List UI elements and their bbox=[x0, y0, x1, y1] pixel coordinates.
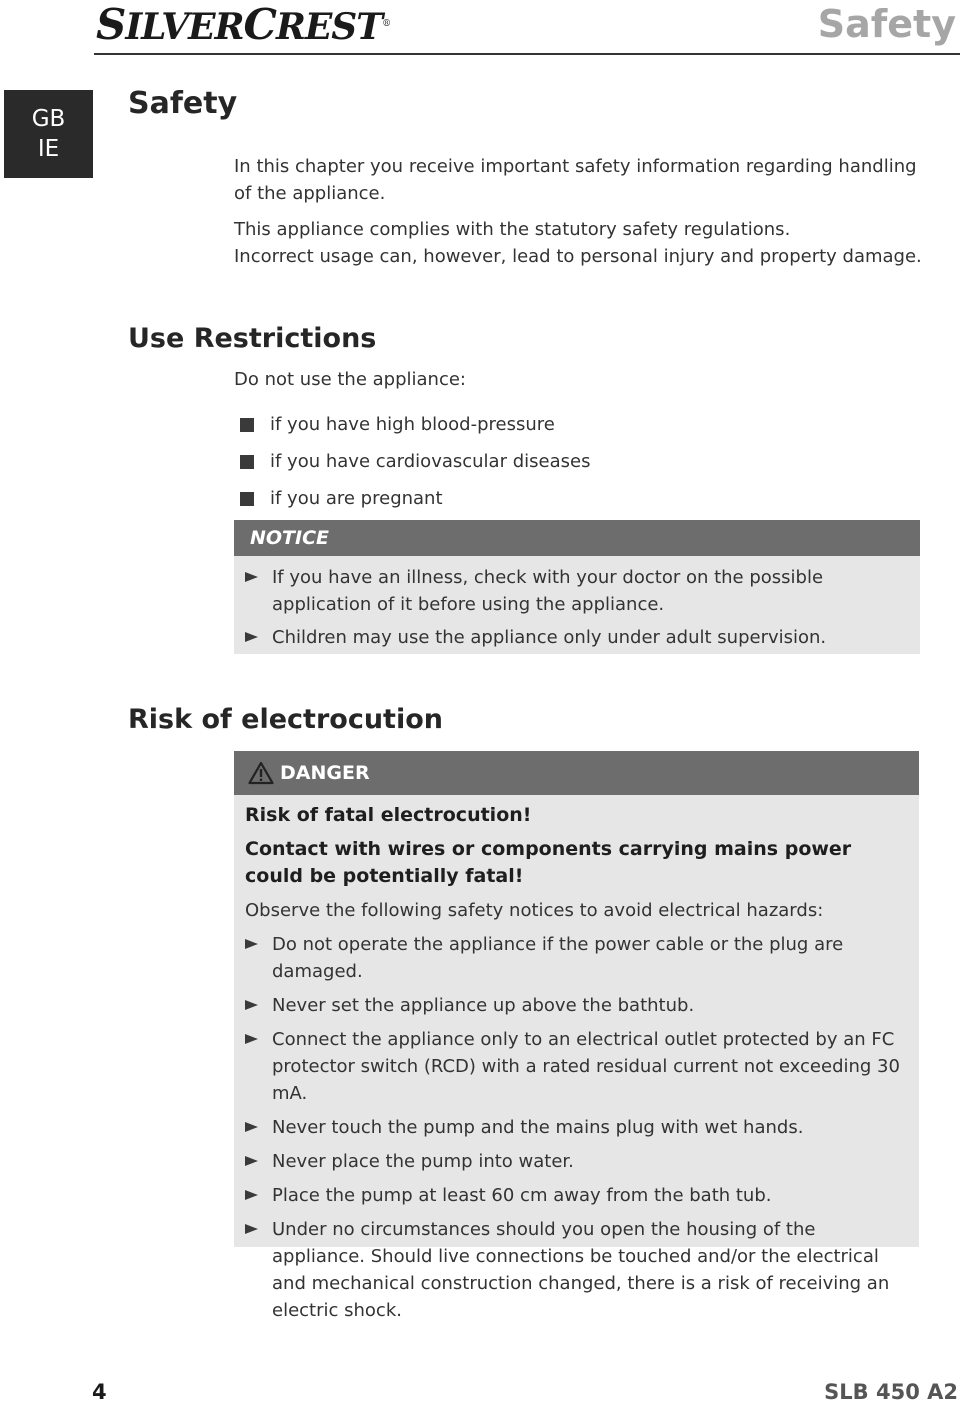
list-item: if you are pregnant bbox=[240, 480, 590, 517]
square-bullet-icon bbox=[240, 455, 254, 469]
arrow-bullet-icon bbox=[245, 632, 258, 642]
list-item: Do not operate the appliance if the power cable or the plug are damaged. bbox=[234, 931, 907, 985]
language-tab bbox=[4, 90, 93, 178]
intro-paragraph: In this chapter you receive important safety information regarding handling of the appliance. bbox=[234, 156, 917, 204]
restriction-list bbox=[240, 406, 590, 517]
list-item: Under no circumstances should you open the housing of the appliance. Should live connections be touched and/or the electrical and mechanical construction changed, there is a risk of receiving an electric shock. bbox=[234, 1216, 907, 1324]
arrow-bullet-icon bbox=[245, 1122, 258, 1132]
language-code-ie: IE bbox=[37, 136, 60, 162]
list-item: if you have cardiovascular diseases bbox=[240, 443, 590, 480]
model-number: SLB 450 A2 bbox=[824, 1380, 958, 1404]
warning-triangle-icon bbox=[248, 761, 274, 785]
brand-logo: SILVERCREST® bbox=[96, 0, 391, 49]
list-item: Place the pump at least 60 cm away from the bath tub. bbox=[234, 1182, 907, 1209]
language-code-gb: GB bbox=[31, 106, 66, 132]
danger-heading-contact: Contact with wires or components carrying mains power could be potentially fatal! bbox=[245, 838, 852, 887]
incorrect-usage-line: Incorrect usage can, however, lead to personal injury and property damage. bbox=[234, 246, 922, 267]
compliance-line: This appliance complies with the statutory safety regulations. bbox=[234, 219, 791, 240]
list-item: Never set the appliance up above the bathtub. bbox=[234, 992, 907, 1019]
arrow-bullet-icon bbox=[245, 939, 258, 949]
arrow-bullet-icon bbox=[245, 1000, 258, 1010]
header-divider bbox=[94, 53, 960, 55]
page-number: 4 bbox=[92, 1380, 107, 1404]
notice-label: NOTICE bbox=[234, 520, 920, 556]
danger-list bbox=[234, 931, 919, 1324]
list-item: Never place the pump into water. bbox=[234, 1148, 907, 1175]
danger-lead: Observe the following safety notices to avoid electrical hazards: bbox=[245, 900, 824, 921]
list-item: Connect the appliance only to an electrical outlet protected by an FC protector switch (RCD) with a rated residual current not exceeding 30 mA. bbox=[234, 1026, 907, 1107]
arrow-bullet-icon bbox=[245, 1224, 258, 1234]
list-item: if you have high blood-pressure bbox=[240, 406, 590, 443]
use-restrictions-lead: Do not use the appliance: bbox=[234, 369, 466, 390]
danger-box bbox=[234, 751, 919, 1321]
danger-heading-fatal: Risk of fatal electrocution! bbox=[245, 804, 532, 826]
use-restrictions-heading: Use Restrictions bbox=[128, 323, 377, 354]
square-bullet-icon bbox=[240, 418, 254, 432]
page-title: Safety bbox=[128, 86, 238, 121]
square-bullet-icon bbox=[240, 492, 254, 506]
electrocution-heading: Risk of electrocution bbox=[128, 704, 443, 735]
notice-box bbox=[234, 520, 920, 654]
arrow-bullet-icon bbox=[245, 572, 258, 582]
arrow-bullet-icon bbox=[245, 1190, 258, 1200]
arrow-bullet-icon bbox=[245, 1034, 258, 1044]
list-item: Children may use the appliance only under adult supervision. bbox=[234, 624, 920, 651]
arrow-bullet-icon bbox=[245, 1156, 258, 1166]
danger-label: DANGER bbox=[280, 762, 370, 784]
header-section-title: Safety bbox=[817, 2, 956, 46]
danger-header bbox=[234, 751, 919, 795]
list-item: Never touch the pump and the mains plug with wet hands. bbox=[234, 1114, 907, 1141]
notice-list bbox=[234, 556, 920, 651]
list-item: If you have an illness, check with your doctor on the possible application of it before using the appliance. bbox=[234, 564, 920, 618]
